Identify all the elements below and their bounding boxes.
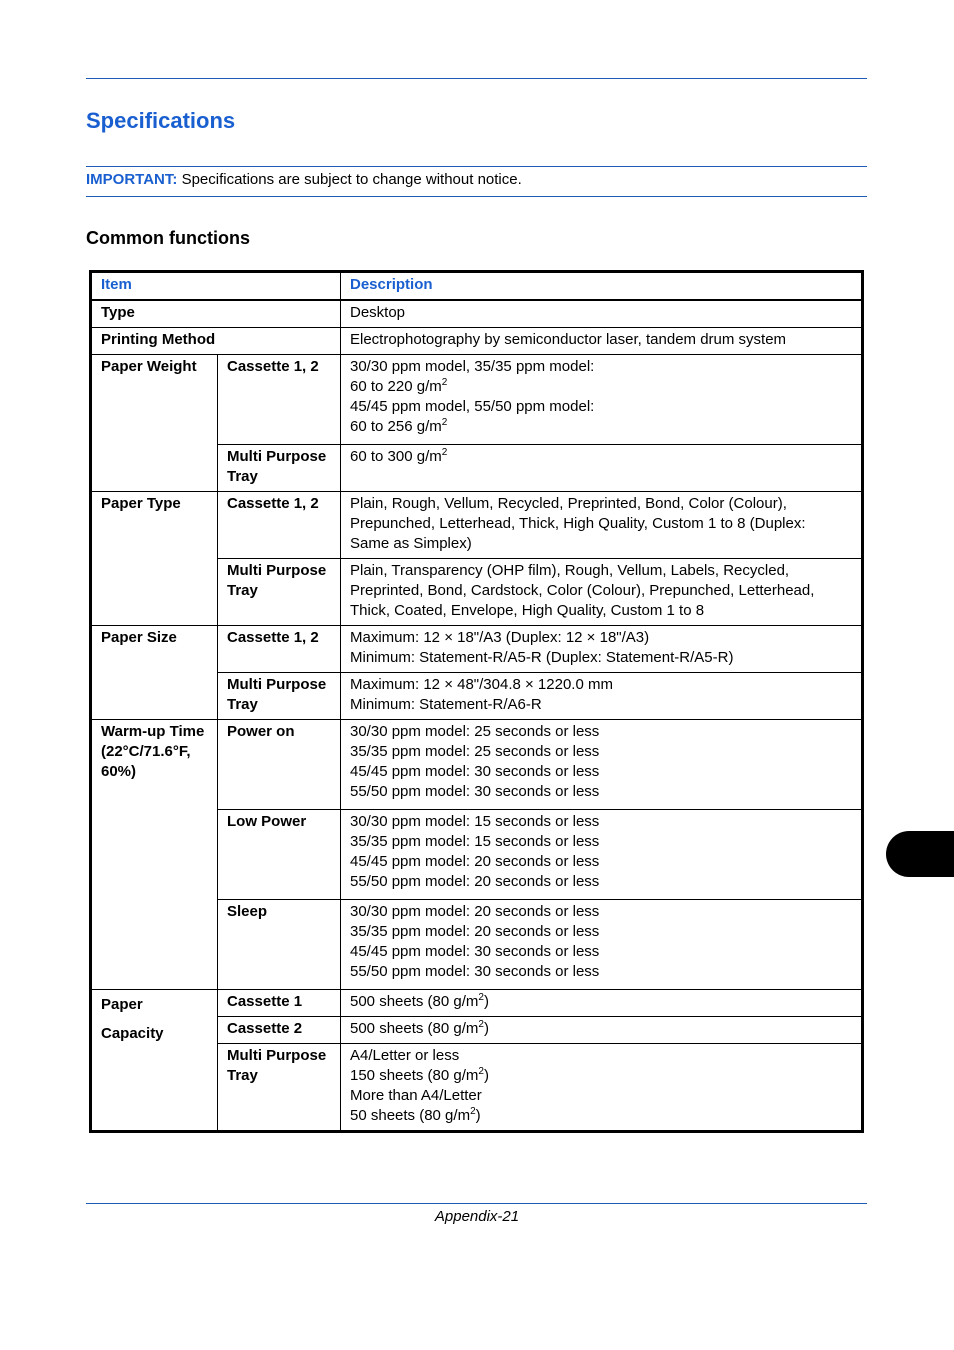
value-line: 35/35 ppm model: 15 seconds or less [350,833,600,850]
sub-label-low-power: Low Power [218,810,341,900]
row-label-printing-method: Printing Method [91,328,341,355]
value-capacity-mpt [341,1044,863,1132]
row-label-warmup-time: Warm-up Time (22°C/71.6°F, 60%) [91,720,218,990]
value-text: ) [483,993,489,1010]
value-paper-type-cassette [341,492,863,559]
value-warmup-low-power [341,810,863,900]
important-text: Specifications are subject to change without notice. [181,171,522,188]
sub-label-cassette-1: Cassette 1 [218,990,341,1017]
value-line: Minimum: Statement-R/A5-R (Duplex: Statement-R/A5-R) [350,649,734,666]
value-line [350,1106,852,1126]
sub-label-sleep: Sleep [218,900,341,990]
value-line: 30/30 ppm model: 15 seconds or less [350,813,600,830]
sub-label-power-on: Power on [218,720,341,810]
table-row [91,355,863,445]
row-label-paper-size: Paper Size [91,626,218,720]
section-title: Common functions [86,228,250,248]
value-warmup-power-on [341,720,863,810]
value-warmup-sleep [341,900,863,990]
sub-label-cassette: Cassette 1, 2 [218,355,341,445]
value-line: 45/45 ppm model: 30 seconds or less [350,763,600,780]
value-line: 45/45 ppm model, 55/50 ppm model: [350,398,595,415]
important-label: IMPORTANT: [86,171,178,188]
value-line: 55/50 ppm model: 20 seconds or less [350,873,600,890]
row-label-paper-capacity: Paper Capacity [91,990,218,1132]
value-text: 150 sheets (80 g/m [350,1067,479,1084]
superscript: 2 [478,1066,484,1077]
value-line [350,417,852,437]
important-bottom-rule [86,196,867,197]
row-label-type: Type [91,300,341,328]
value-line: 30/30 ppm model: 20 seconds or less [350,903,600,920]
value-paper-type-mpt [341,559,863,626]
superscript: 2 [470,1106,476,1117]
value-paper-size-cassette [341,626,863,673]
header-description: Description [341,272,863,301]
table-row [91,990,863,1017]
footer-rule [86,1203,867,1204]
value-line: 45/45 ppm model: 30 seconds or less [350,943,600,960]
value-line: A4/Letter or less [350,1047,460,1064]
value-line: More than A4/Letter [350,1087,482,1104]
chapter-tab [886,831,954,877]
important-top-rule [86,166,867,167]
value-line: Same as Simplex) [350,535,472,552]
sub-label-multi-purpose-tray: Multi Purpose Tray [218,445,341,492]
table-row [91,720,863,810]
table-row [91,626,863,673]
superscript: 2 [478,1019,484,1030]
value-text: 500 sheets (80 g/m [350,1020,479,1037]
value-line: 35/35 ppm model: 20 seconds or less [350,923,600,940]
value-line: 30/30 ppm model, 35/35 ppm model: [350,358,595,375]
value-text: ) [483,1020,489,1037]
value-line: 55/50 ppm model: 30 seconds or less [350,963,600,980]
value-text: 60 to 256 g/m [350,418,442,435]
header-item: Item [91,272,341,301]
value-paper-weight-mpt [341,445,863,492]
table-row [91,300,863,328]
value-paper-weight-cassette [341,355,863,445]
value-line [350,1066,852,1086]
value-text: 500 sheets (80 g/m [350,993,479,1010]
value-text: 60 to 220 g/m [350,378,442,395]
page-title: Specifications [86,108,236,133]
important-note [86,171,522,188]
value-line: Plain, Transparency (OHP film), Rough, Vellum, Labels, Recycled, [350,562,790,579]
value-capacity-cassette-1 [341,990,863,1017]
superscript: 2 [441,447,448,458]
value-line: Maximum: 12 × 48"/304.8 × 1220.0 mm [350,676,613,693]
value-text: 50 sheets (80 g/m [350,1107,471,1124]
sub-label-multi-purpose-tray: Multi Purpose Tray [218,673,341,720]
value-line: Preprinted, Bond, Cardstock, Color (Colour), Prepunched, Letterhead, [350,582,815,599]
value-paper-size-mpt [341,673,863,720]
table-header-row [91,272,863,301]
value-line: Plain, Rough, Vellum, Recycled, Preprinted, Bond, Color (Colour), [350,495,787,512]
spec-table [89,270,864,1133]
value-line: Thick, Coated, Envelope, High Quality, Custom 1 to 8 [350,602,705,619]
sub-label-cassette: Cassette 1, 2 [218,492,341,559]
value-line: Prepunched, Letterhead, Thick, High Quality, Custom 1 to 8 (Duplex: [350,515,806,532]
value-text: 60 to 300 g/m [350,448,442,465]
row-value-printing-method: Electrophotography by semiconductor laser, tandem drum system [341,328,863,355]
value-line: 45/45 ppm model: 20 seconds or less [350,853,600,870]
superscript: 2 [441,377,448,388]
sub-label-cassette-2: Cassette 2 [218,1017,341,1044]
header-rule [86,78,867,79]
sub-label-cassette: Cassette 1, 2 [218,626,341,673]
value-line: 30/30 ppm model: 25 seconds or less [350,723,600,740]
table-row [91,328,863,355]
value-line: 55/50 ppm model: 30 seconds or less [350,783,600,800]
row-label-paper-type: Paper Type [91,492,218,626]
table-row [91,492,863,559]
value-capacity-cassette-2 [341,1017,863,1044]
row-label-paper-weight: Paper Weight [91,355,218,492]
value-line: Minimum: Statement-R/A6-R [350,696,542,713]
superscript: 2 [478,992,484,1003]
sub-label-multi-purpose-tray: Multi Purpose Tray [218,559,341,626]
value-line [350,377,852,397]
superscript: 2 [441,417,448,428]
value-line: 35/35 ppm model: 25 seconds or less [350,743,600,760]
sub-label-multi-purpose-tray: Multi Purpose Tray [218,1044,341,1132]
row-value-type: Desktop [341,300,863,328]
page-footer: Appendix-21 [434,1208,520,1225]
value-line: Maximum: 12 × 18"/A3 (Duplex: 12 × 18"/A3) [350,629,650,646]
value-text: ) [483,1067,489,1084]
value-text: ) [475,1107,481,1124]
